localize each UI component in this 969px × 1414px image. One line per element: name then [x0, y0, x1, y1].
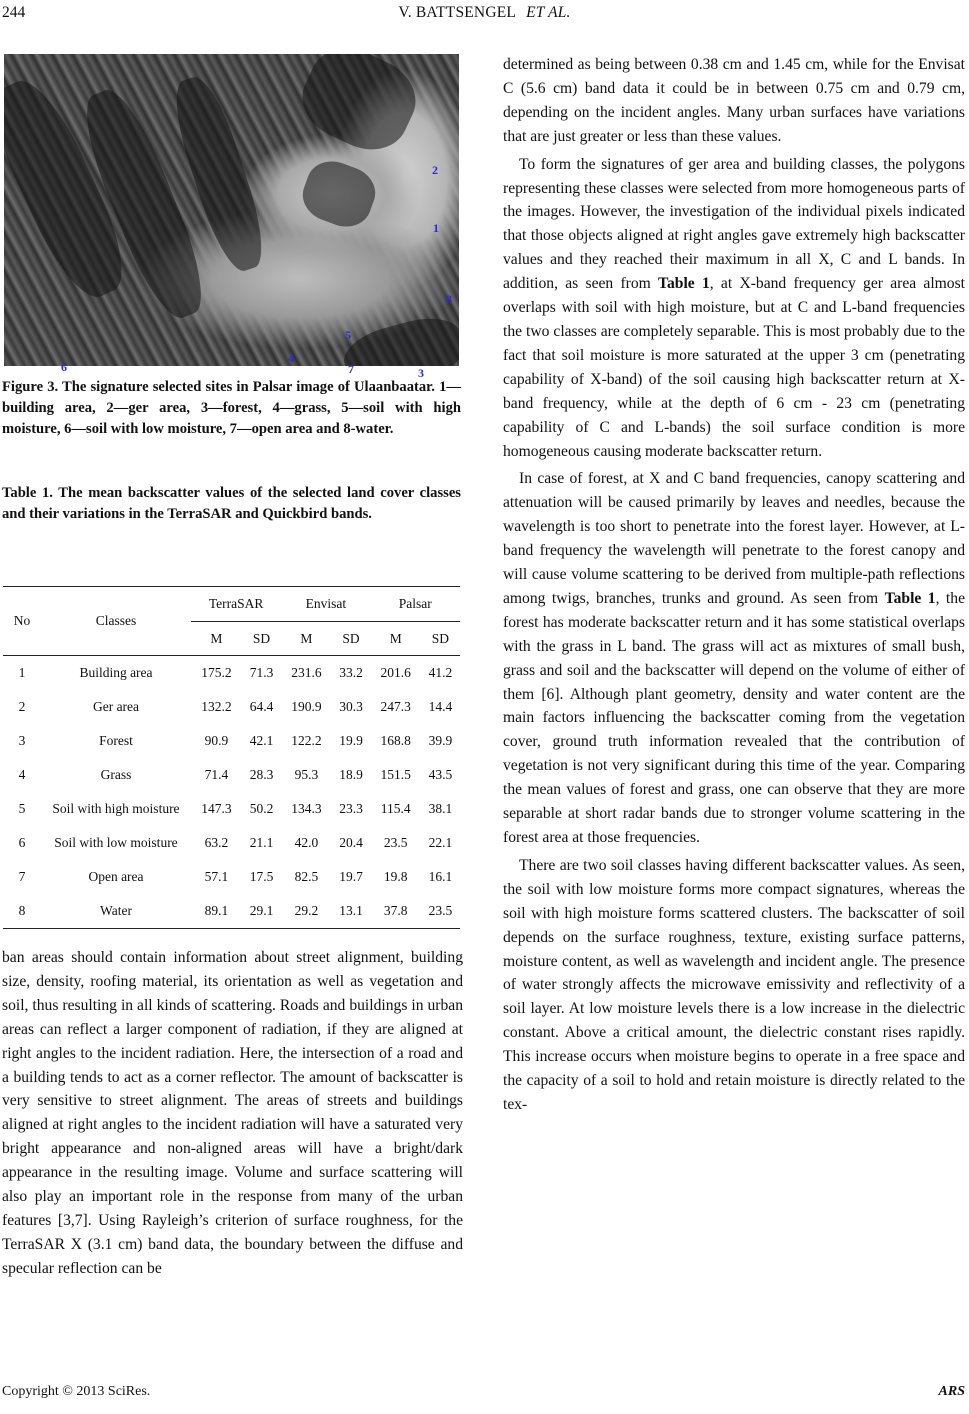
table-reference-link[interactable]: Table 1 [884, 589, 936, 607]
table-row [3, 792, 460, 826]
cell-value: 50.2 [249, 801, 274, 816]
image-texture [290, 54, 428, 163]
header-terrasar: TerraSAR [191, 587, 281, 622]
cell-value: 64.4 [249, 699, 274, 714]
cell-value: 57.1 [204, 869, 229, 884]
image-texture [296, 154, 382, 234]
page-number: 244 [2, 4, 26, 21]
cell-value: 90.9 [204, 733, 229, 748]
site-marker: 2 [432, 163, 438, 177]
paragraph: There are two soil classes having different backscatter values. As seen, the soil with low moisture forms more compact signatures, whereas the soil with high moisture forms scattered clusters. The backscatter of soil depends on the surface roughness, texture, existing surface patterns, moisture content, as well as wavelength and incident angle. The presence of water strongly affects the microwave emissivity and reflectivity of a soil layer. At low moisture levels there is a low increase in the dielectric constant. Above a critical amount, the dielectric constant rises rapidly. This increase occurs when moisture begins to operate in a free space and the capacity of a soil to hold and retain moisture is directly related to the tex- [503, 856, 965, 1113]
cell-value: 201.6 [380, 665, 411, 680]
cell-value: 17.5 [249, 869, 274, 884]
cell-value: 19.8 [383, 869, 408, 884]
right-column-text [503, 53, 965, 1117]
header-m: M [210, 630, 223, 646]
cell-value: 231.6 [291, 665, 322, 680]
cell-value: 33.2 [339, 665, 363, 680]
header-palsar: Palsar [371, 587, 460, 622]
cell-value: 13.1 [339, 903, 363, 918]
cell-value: 39.9 [428, 733, 453, 748]
text: In case of forest, at X and C band frequencies, canopy scattering and attenuation will be caused primarily by leaves and needles, because the wavelength is too short to penetrate into the forest layer. However, at L-band frequency the wavelength will penetrate to the forest canopy and will cause volume scattering to be derived from multiple-path reflections among twigs, branches, trunks and ground. As seen from [503, 470, 965, 607]
cell-class: Open area [88, 869, 144, 884]
cell-value: 16.1 [428, 869, 453, 884]
cell-no: 5 [18, 801, 26, 816]
cell-class: Soil with low moisture [54, 835, 178, 850]
cell-value: 23.5 [383, 835, 408, 850]
table-row [3, 860, 460, 894]
journal-abbrev: ARS [938, 1384, 965, 1399]
header-envisat: Envisat [281, 587, 370, 622]
header-sd: SD [431, 630, 450, 646]
header-no: No [13, 613, 31, 628]
cell-value: 82.5 [294, 869, 319, 884]
cell-value: 20.4 [339, 835, 363, 850]
paragraph: ban areas should contain information about street alignment, building size, density, roofing material, its orientation as well as vegetation and soil, thus resulting in all kinds of scattering. Roads and buildings in urban areas can reflect a larger component of radiation, if they are aligned at right angles to the incident radiation. Here, the intersection of a road and a building tends to act as a corner reflector. The amount of backscatter is very sensitive to street alignment. The areas of streets and buildings aligned at right angles to the incident radiation will have a saturated very bright appearance and non-aligned areas will have a bright/dark appearance in the resulting image. Volume and surface scattering will also play an important role in the response from many of the urban features [3,7]. Using Rayleigh’s criterion of surface roughness, for the TerraSAR X (3.1 cm) band data, the boundary between the diffuse and specular reflection can be [2, 949, 463, 1277]
cell-value: 18.9 [339, 767, 363, 782]
cell-value: 190.9 [291, 699, 322, 714]
cell-value: 63.2 [204, 835, 229, 850]
cell-value: 147.3 [201, 801, 232, 816]
table-row [3, 826, 460, 860]
cell-value: 175.2 [201, 665, 232, 680]
cell-value: 23.3 [339, 801, 363, 816]
cell-no: 7 [18, 869, 26, 884]
cell-value: 71.4 [204, 767, 229, 782]
cell-class: Ger area [92, 699, 140, 714]
text: , the forest has moderate backscatter return and it has some statistical overlaps with the grass in L band. The grass will act as mixtures of small bush, grass and soil and the backscatter will depend on the volume of either of them [6]. Although plant geometry, density and water content are the main factors influencing the backscatter coming from the vegetation cover, ground truth information revealed that the contribution of vegetation is not very significant during this time of the year. Comparing the mean values of forest and grass, one can observe that they are more separable at short radar bands due to stronger volume scattering in the forest area at those frequencies. [503, 589, 965, 846]
cell-value: 41.2 [428, 665, 453, 680]
cell-value: 247.3 [380, 699, 411, 714]
cell-class: Water [100, 903, 132, 918]
sar-image-figure [4, 54, 459, 366]
cell-no: 1 [18, 665, 26, 680]
table-caption: Table 1. The mean backscatter values of the selected land cover classes and their variations in the TerraSAR and Quickbird bands. [2, 485, 461, 522]
cell-no: 2 [18, 699, 26, 714]
cell-value: 168.8 [380, 733, 411, 748]
cell-no: 4 [18, 767, 26, 782]
copyright-notice: Copyright © 2013 SciRes. [2, 1384, 151, 1399]
left-column-text [2, 946, 463, 1281]
running-head-authors [0, 4, 969, 22]
cell-value: 28.3 [249, 767, 274, 782]
cell-value: 115.4 [380, 801, 411, 816]
cell-value: 71.3 [249, 665, 274, 680]
cell-value: 19.9 [339, 733, 363, 748]
cell-value: 95.3 [294, 767, 319, 782]
cell-no: 6 [18, 835, 26, 850]
figure-caption: Figure 3. The signature selected sites in Palsar image of Ulaanbaatar. 1—building area, 2—ger area, 3—forest, 4—grass, 5—soil with high moisture, 6—soil with low moisture, 7—open area and 8-water. [2, 379, 461, 437]
cell-value: 38.1 [428, 801, 453, 816]
cell-value: 29.1 [249, 903, 274, 918]
cell-class: Soil with high moisture [52, 801, 180, 816]
table-row [3, 894, 460, 929]
cell-class: Forest [99, 733, 133, 748]
cell-value: 30.3 [339, 699, 363, 714]
table-row [3, 724, 460, 758]
cell-value: 43.5 [428, 767, 453, 782]
cell-no: 8 [18, 903, 26, 918]
text: , at X-band frequency ger area almost overlaps with soil with high moisture, but at C and L-band frequencies the two classes are completely separable. This is most probably due to the fact that soil moisture is more saturated at the upper 3 cm (penetrating capability of X-band) of the soil causing high backscatter return at X-band frequency, while at the depth of 6 cm - 23 cm (penetrating capability of C and L-bands) the soil surface condition is more homogeneous causing moderate backscatter return. [503, 275, 965, 460]
table-row [3, 758, 460, 792]
site-marker: 6 [61, 360, 67, 374]
site-marker: 4 [288, 351, 294, 365]
site-marker: 3 [418, 366, 424, 380]
cell-value: 29.2 [294, 903, 319, 918]
header-classes: Classes [95, 613, 137, 628]
cell-value: 42.1 [249, 733, 274, 748]
image-texture [338, 309, 459, 366]
cell-class: Grass [100, 767, 132, 782]
paragraph [503, 467, 965, 850]
authors-name: V. BATTSENGEL [398, 4, 517, 21]
cell-value: 151.5 [380, 767, 411, 782]
cell-value: 23.5 [428, 903, 453, 918]
cell-class: Building area [79, 665, 153, 680]
header-sd: SD [252, 630, 271, 646]
paragraph [503, 153, 965, 464]
cell-value: 42.0 [294, 835, 319, 850]
backscatter-table [3, 586, 460, 929]
paragraph: determined as being between 0.38 cm and 1.45 cm, while for the Envisat C (5.6 cm) band data it could be in between 0.75 cm and 0.79 cm, depending on the incident angles. Many urban surfaces have variations that are just greater or less than these values. [503, 56, 965, 145]
authors-suffix: ET AL. [526, 4, 571, 21]
site-marker: 5 [345, 328, 351, 342]
cell-value: 37.8 [383, 903, 408, 918]
cell-value: 21.1 [249, 835, 274, 850]
header-sd: SD [342, 630, 360, 646]
table-reference-link[interactable]: Table 1 [658, 275, 710, 293]
cell-value: 22.1 [428, 835, 453, 850]
cell-value: 122.2 [291, 733, 322, 748]
text: To form the signatures of ger area and building classes, the polygons representing these classes were selected from more homogeneous parts of the images. However, the investigation of the individual pixels indicated that those objects aligned at right angles gave extremely high backscatter values and they reached their maximum in all X, C and L bands. In addition, as seen from [503, 155, 965, 293]
site-marker: 1 [433, 221, 439, 235]
cell-value: 19.7 [339, 869, 363, 884]
cell-value: 132.2 [201, 699, 232, 714]
header-m: M [300, 630, 313, 646]
cell-value: 14.4 [428, 699, 453, 714]
cell-no: 3 [18, 733, 26, 748]
header-m: M [389, 630, 402, 646]
running-head [0, 4, 969, 24]
table-row [3, 690, 460, 724]
cell-value: 89.1 [204, 903, 229, 918]
table-body [3, 656, 460, 929]
table-row [3, 656, 460, 691]
site-marker: 8 [446, 292, 452, 306]
cell-value: 134.3 [291, 801, 322, 816]
site-marker: 7 [348, 362, 354, 376]
